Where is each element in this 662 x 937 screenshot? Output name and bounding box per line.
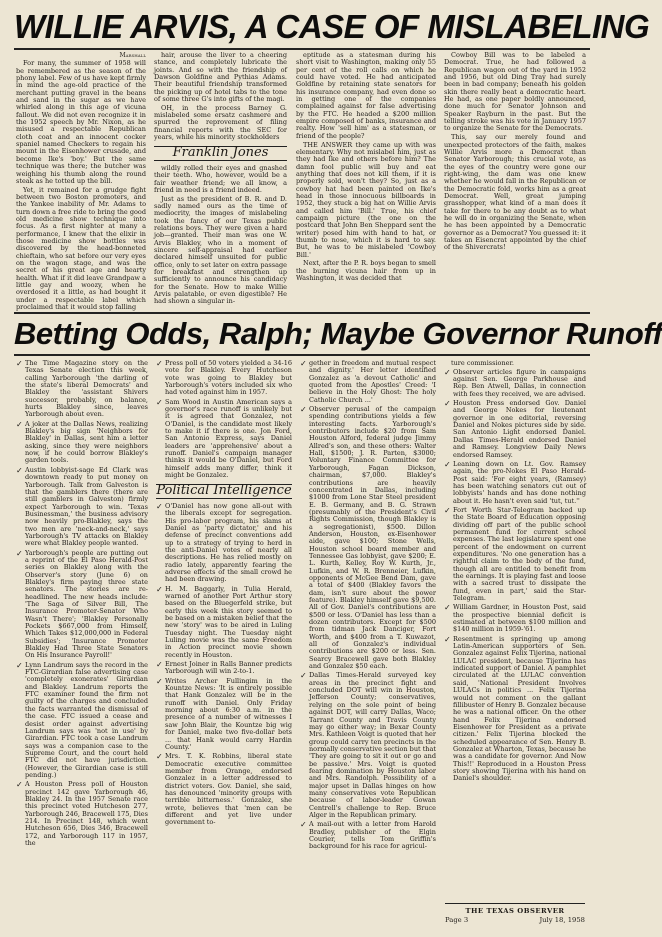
article1-headline: WILLIE ARVIS, A CASE OF MISLABELING [14, 8, 650, 45]
paragraph: ✓ Resentment is springing up among Latin-American supporters of Sen. Gonzalez against Felix Tijerina, national LULAC president, because Tijerina has indicated support of Daniel. A pamphlet circulated at the LULAC convention said, 'National President Involves LULACs in politics ... Felix Tijerina would not comment on the gallant fillibuster of Henry B. Gonzalez because he was a national officer. On the other hand Felix Tijerina endorsed Eisenhower for President as a private citizen.' Felix Tijerina blocked the scheduled appearance of Sen. Henry B. Gonzalez at Wharton, Texas, because he was a candidate for governor. And Now This!!' Reproduced in a Houston Press story showing Tijerina with his hand on Daniel's shoulder. [444, 636, 586, 783]
section-title: Political Intelligence [156, 482, 292, 498]
paragraph: THE ANSWER they came up with was elementary. Why not mislabel him, just as they had Ike and others before him? The damn fool public will buy and eat anything that does not kill them, if it is properly sold, won't they? So, just as a cowboy hat had been painted on Ike's head in those innocuous billboards in 1952, they stuck a big hat on Willie Arvis and called him 'Bill.' True, his chief campaign picture (the one on the postcard that John Ben Sheppard sent the writer) posed him with hand to hat, or thumb to nose, which it is hard to say. But, he was to be mislabeled 'Cowboy Bill.' [296, 140, 436, 259]
article1-column-3 [296, 52, 436, 307]
article1-byline: Marshall [119, 52, 146, 59]
section-title: Franklin Jones [172, 144, 269, 160]
paragraph: ✓ Mrs. T. K. Robbins, liberal state Democratic executive committee member from Orange, endorsed Gonzalez in a letter addressed to district voters. Gov. Daniel, she said, has denounced 'minority groups with terrible bitterness.' Gonzalez, she wrote, believes that 'men can be different and yet live under government to- [156, 753, 292, 826]
section-rule [14, 312, 590, 314]
section-title-box [156, 484, 292, 499]
article2-column-3 [300, 360, 436, 930]
paragraph: ✓ Fort Worth Star-Telegram backed up the State Board of Education opposing dividing off part of the public school permanent fund for current school expenses. The last legislature spent one percent of the endowment on current expenditures. 'No one generation has a rightful claim to the body of the fund, though all are entitled to benefit from the earnings. It is playing fast and loose with a sacred trust to dissipate the fund, even in part,' said the Star-Telegram. [444, 507, 586, 602]
article1-column-2 [154, 52, 287, 307]
paragraph: ✓ Dallas Times-Herald surveyed key areas in the precinct fight and concluded DOT will win in Houston, Jefferson County; conservatives, relying on the sole point of being against DOT, will carry Dallas, Waco; Tarrant County and Travis County may go either way; in Bexar County Mrs. Kathleen Voigt is quoted that her group could carry ten precincts in the normally conservative section but that 'They are going to sit it out or go and be passive.' Mrs. Voigt is quoted fearing domination by Houston labor and Mrs. Randolph. Possibility of a major upset in Dallas hinges on how many conservatives vote Republican because of labor-leader Gowan Centrell's challenge to Rep. Bruce Alger in the Republican primary. [300, 672, 436, 819]
paragraph: ✓ H. M. Baggarly, in Tulia Herald, warned of another Port Arthur story based on the Bluegerfeld strike, but early this week this story seemed to be based on a mistaken belief that the new 'story' was to be aired in Luling Tuesday night. The Tuesday night Luling movie was the same Freedom in Action precinct movie shown recently in Houston. [156, 586, 292, 659]
page-number: Page 3 [445, 916, 469, 924]
paragraph: ✓ Leaning down on Lt. Gov. Ramsey again, the pro-Nokes El Paso Herald-Post said: 'For eight years, (Ramsey) has been watching senators cut out of lobbyists' hands and has done nothing about it. He hasn't even said 'tut, tut.'' [444, 461, 586, 505]
section-title-box [154, 146, 287, 161]
paragraph: ✓ Yarborough's people are putting out a reprint of the El Paso Herald-Post series on Blakley along with the Observer's story (June 6) on Blakley's firm paying three state senators. The stories are re-headlined. The new heads include: 'The Saga of Silver Bill, The Insurance Promoter-Senator Who Wasn't There'; 'Blakley Personally Pockets $667,000 from Himself, Which Takes $12,000,000 in Federal Subsidies'; 'Insurance Promoter Blakley Had Three State Senators On His Insurance Payroll!' [16, 550, 148, 660]
paragraph: Next, after the P. R. boys began to smell the burning vicuna hair from up in Washington, it was decided that [296, 259, 436, 283]
page-footer [445, 903, 585, 925]
article2-column-4 [444, 360, 586, 898]
paragraph: Just as the president of B. R. and D. sadly named ours as the time of mediocrity, the images of mislabeling took the fancy of our Texas public relations boys. They were given a hard job—granted. Their man was one W. Arvis Blakley, who in a moment of sincere self-appraisal had earlier declared himself unsuited for public office, only to set later on extra passage for breakfast and strengthen up sufficiently to announce his candidacy for the Senate. How to make Willie Arvis palatable, or even digestible? He had shown a singular in- [154, 194, 287, 306]
paragraph: ✓ A Houston Press poll of Houston precinct 142 gave Yarborough 46, Blakley 24. In the 1957 Senate race this precinct voted Hutcheson 277, Yarborough 246, Bracewell 175, Dies 214. In Precinct 148, which went Hutcheson 656, Dies 346, Bracewell 172, and Yarborough 117 in 1957, the [16, 781, 148, 847]
paragraph: ✓ Ernest Joiner in Ralls Banner predicts Yarborough will win 2-to-1. [156, 661, 292, 676]
paragraph: wildly rolled their eyes and gnashed their teeth. Who, however, would be a fair weather friend; we all know, a friend in need is a friend indeed. [154, 163, 287, 194]
paragraph: ✓ Austin lobbyist-sage Ed Clark was downtown ready to put money on Yarborough. Talk from Galveston is that the gamblers there (there are still gamblers in Galveston) firmly expect Yarborough to win. 'Texas Businessman,' the business advisory now heavily pro-Blakley, says the two men are 'neck-and-neck,' says Yarborough's TV attacks on Blakley were what Blakley people wanted. [16, 467, 148, 548]
paragraph: ✓ gether in freedom and mutual respect and dignity.' Her letter identified Gonzalez as 'a devout Catholic' and quoted from the Apostles' Creed: 'I believe in the Holy Ghost: The holy Catholic Church ...' [300, 360, 436, 404]
paragraph: ✓ Lynn Landrum says the record in the FTC-Girardian false advertising case 'completely exonerates' Girardian and Blakley. Landrum reports the FTC examiner found the firm not guilty of the charges and concluded the facts warranted the dismissal of the case. FTC issued a cease and desist order against advertising Landrum says was 'not in use' by Girardian. FTC took a case Landrum says was a companion case to the Supreme Court, and the court held FTC did not have jurisdiction. (However, the Girardian case is still pending.) [16, 662, 148, 780]
article2-headline: Betting Odds, Ralph; Maybe Governor Runoff [14, 316, 662, 351]
headline2-rule [14, 354, 590, 356]
issue-date: July 18, 1958 [539, 916, 585, 924]
paragraph: ✓ William Gardner, in Houston Post, said the prospective biennial deficit is estimated at between $100 million and $140 million in 1959-'61. [444, 604, 586, 633]
article1-column-1 [16, 52, 146, 312]
paragraph: Cowboy Bill was to be labeled a Democrat. True, he had followed a Republican wagon out of the yard in 1952 and 1956, but old Ding Tray had surely been in bad company; beneath his golden skin there really beat a democratic heart. He had, as one paper boldly announced, done much for Senator Johnson and Speaker Rayburn in the past. But the telling stroke was his vote in January 1957 to organize the Senate for the Democrats. [444, 51, 586, 133]
article2-column-1 [16, 360, 148, 930]
paragraph: Yet, it remained for a grudge fight between two Boston promoters, and the Yankee inability of Mr. Adams to turn down a free ride to bring the good old medicine show technique into focus. As a first nighter at many a performance, I knew that the elixir in those medicine show bottles was discovered by the head-bonneted chieftain, who sat before our very eyes on the wagon stage, and was the secret of his great age and hearty health. What if it did leave Grandpaw a little gay and woozy, when he overdosed it a little, as had bought it under a respectable label which proclaimed that it would stop falling [16, 185, 146, 312]
paragraph: ✓ Sam Wood in Austin American says a governor's race runoff is unlikely but it is agreed that Gonzalez, not O'Daniel, is the candidate most likely to make it if there is one. Jon Ford, San Antonio Express, says Daniel leaders are 'apprehensive' about a runoff. Daniel's campaign manager thinks it would be O'Daniel, but Ford himself adds many differ, think it might be Gonzalez. [156, 399, 292, 480]
paragraph: ✓ A mail-out with a letter from Harold Bradley, publisher of the Elgin Courier, tells Tom Griffin's background for his race for agricul- [300, 821, 436, 850]
paragraph: OH, in the process Barney G. mislabeled some ersatz cashmere and spurred the reprovement of filing financial reports with the SEC for years, while his minority stockholders [154, 103, 287, 142]
article1-column-4 [444, 52, 586, 307]
paragraph: eptitude as a statesman during his short visit to Washington, making only 55 per cent of the roll calls on which he could have voted. He had anticipated Goldfine by retaining state senators for his insurance company, had even done so in getting one of the companies complained against for false advertising by the FTC. He headed a $200 million empire composed of banks, insurance and realty. How 'sell him' as a statesman, or friend of the people? [296, 51, 436, 140]
paragraph: ✓ Observer perusal of the campaign spending contributions yields a few interesting facts. Yarborough's contributors include $20 from Sam Houston Alford, federal judge Jimmy Allred's son, and these others: Walter Hall, $1500; J. R. Parten, $3000; Voluntary Finance Committee for Yarborough, Fagan Dickson, chairman, $7,000. Blakley's contributions are heavily concentrated in Dallas, including $1000 from Lone Star Steel president E. B. Germany, and B. G. Strawn (presumably of the President's Civil Rights Commission, though Blakley is a segregationist), $500. Dillon Anderson, Houston, ex-Eisenhower aide, gave $100; Stone Wells, Houston school board member and Tennessee Gas lobbyist, gave $200; E. L. Kurth, Kelley, Roy W. Kurth, Jr., Lufkin, and W. R. Brenneier, Lufkin, opponents of McGee Bend Dam, gave a total of $400 (Blakley favors the dam, isn't sure about the power feature). Blakley himself gave $9,500. All of Gov. Daniel's contributions are $500 or less. O'Daniel has less than a dozen contributors. Except for $500 from tidman Jack Danciger, Fort Worth, and $400 from a T. Kuwazot, all of Gonzalez's individual contributions are $200 or less. Sen. Searcy Bracewell gave both Blakley and Gonzalez $50 each. [300, 406, 436, 670]
paragraph: For many, the summer of 1958 will be remembered as the season of the phony label. Few of us have kept firmly in mind the age-old practice of the merchant putting gravel in the beans and sand in the sugar as we have whirled along in this age of vicuna fallout. We did not even recognize it in the 1952 speech by Mr. Nixon, as he misused a respectable Republican cloth coat and an innocent cocker spaniel named Checkers to regain his mount in the Eisenhower crusade, and become Ike's 'boy.' But the same technique was there; the butcher was weighing his thumb along the round steak as he totted up the bill. [16, 59, 146, 185]
paragraph: hair, arouse the liver to a cheering stance, and completely lubricate the joints. And so with the friendship of Dawson Goldfine and Pythias Adams. Their beautiful friendship transformed the picking up of hotel tabs to the tone of some three G's into gifts of the magi. [154, 51, 287, 104]
article2-column-2 [156, 360, 292, 930]
paragraph: ✓ Writes Archer Fullingim in the Kountze News: 'It is entirely possible that Hank Gonzalez will be in the runoff with Daniel. Only Friday morning about 6:30 a.m. in the presence of a number of witnesses I saw John Blair, the Kountze big wig for Daniel, make two five-dollar bets ... that Hank would carry Hardin County.' [156, 678, 292, 751]
paragraph: ✓ Houston Press endorsed Gov. Daniel and George Nokes for lieutenant governor in one editorial, reversing Daniel and Nokes pictures side by side. San Antonio Light endorsed Daniel. Dallas Times-Herald endorsed Daniel and Ramsey. Longview Daily News endorsed Ramsey. [444, 400, 586, 459]
paragraph: ✓ The Time Magazine story on the Texas Senate election this week, calling Yarborough 'the darling of the state's liberal Democrats' and Blakley the 'assistant Shivers successor, probably, on balance, hurts Blakley since, leaves Yarborough about even. [16, 360, 148, 419]
newspaper-name: THE TEXAS OBSERVER [465, 907, 565, 915]
paragraph: This, say our merely found and unexpected protectors of the faith, makes Willie Arvis more a Democrat than Senator Yarborough; this crucial vote, as the eyes of the country were gone our right-wing, the dam was one knew whether he would fall in the Republican or the Democratic fold, works him as a great Democrat. Well, great jumping grasshopper, what kind of a man does it take for there to be any doubt as to what he will do in organizing the Senate, when he has been appointed by a Democratic governor as a Democrat? You guessed it: it takes an Eisencrat appointed by the chief of the Shivercrats! [444, 133, 586, 252]
paragraph: ✓ A joker at the Dallas News, realizing Blakley's big sign 'Neighbors for Blakley' in Dallas, sent him a letter asking, since they were neighbors now, if he could borrow Blakley's garden tools. [16, 421, 148, 465]
paragraph: ✓ O'Daniel has now gone all-out with the liberals except for segregation. His pro-labor program, his slams at Daniel as 'party dictator,' and his defense of precinct conventions add up to a strategy of trying to herd in the anti-Daniel votes of nearly all descriptions. He has relied mostly on radio lately, apparently fearing the adverse effects of the small crowd he had been drawing. [156, 503, 292, 584]
headline1-rule [14, 48, 590, 50]
paragraph: ✓ Observer articles figure in campaigns against Sen. George Parkhouse and Rep. Ben Atwell, Dallas, in connection with fees they received, we are advised. [444, 369, 586, 398]
paragraph: ture commissioner. [451, 359, 514, 367]
paragraph: ✓ Press poll of 50 voters yielded a 34-16 vote for Blakley. Every Hutcheson vote was going to Blakley but Yarborough's voters included six who had voted against him in 1957. [156, 360, 292, 397]
